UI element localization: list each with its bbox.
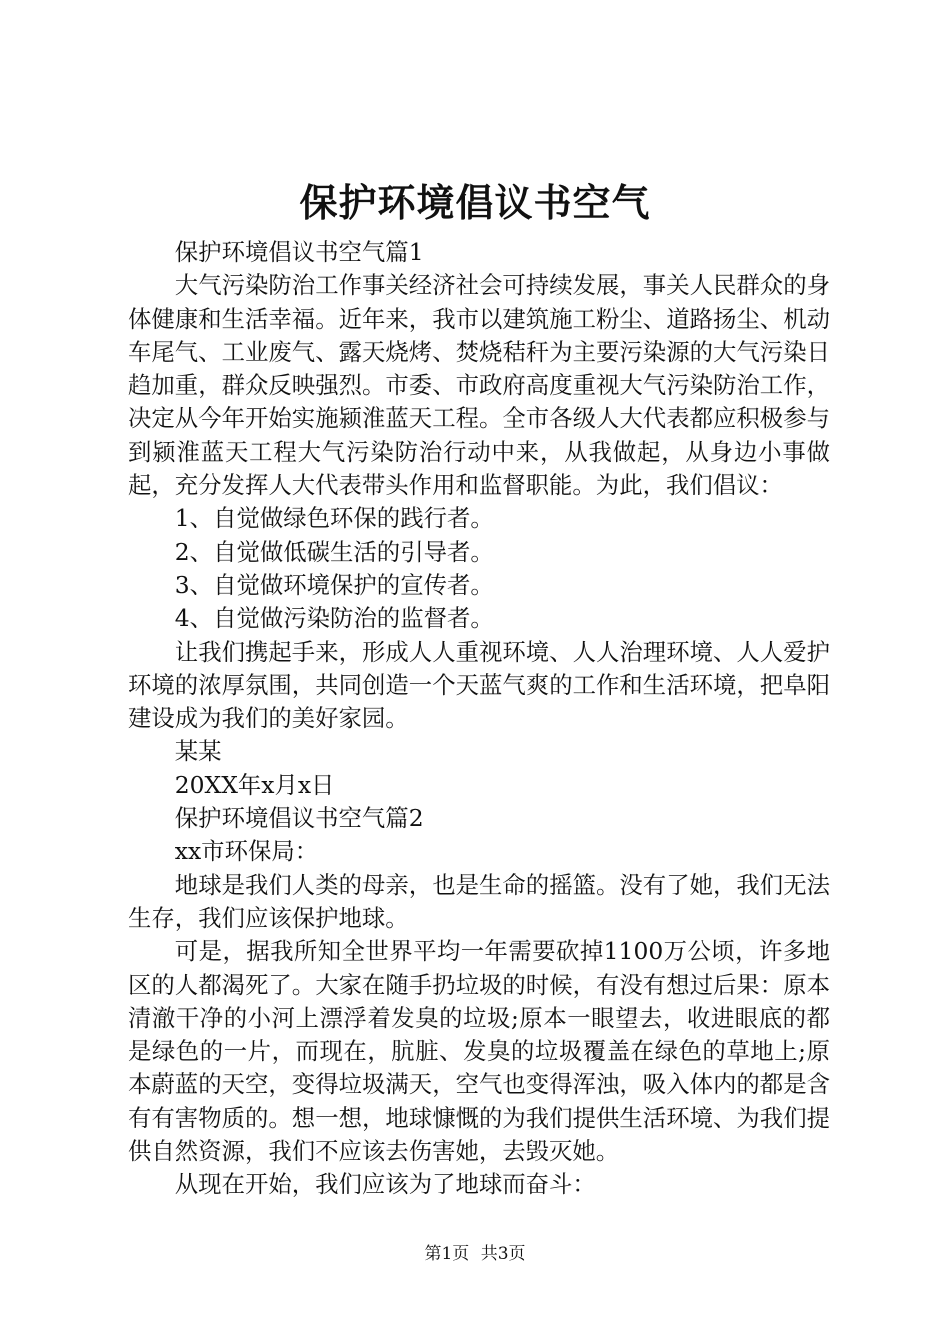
page-title: 保护环境倡议书空气 [299, 180, 651, 225]
paragraph: 可是，据我所知全世界平均一年需要砍掉1100万公顷，许多地区的人都渴死了。大家在随手扔垃圾的时候，有没有想过后果：原本清澈干净的小河上漂浮着发臭的垃圾;原本一眼望去，收进眼底的都是绿色的一片，而现在，肮脏、发臭的垃圾覆盖在绿色的草地上;原本蔚蓝的天空，变得垃圾满天，空气也变得浑浊，吸入体内的都是含有有害物质的。想一想，地球慷慨的为我们提供生活环境、为我们提供自然资源，我们不应该去伤害她，去毁灭她。 [128, 937, 830, 1166]
list-item: 4、自觉做污染防治的监督者。 [174, 604, 494, 633]
salutation: xx市环保局： [174, 837, 319, 866]
list-item: 3、自觉做环境保护的宣传者。 [174, 570, 494, 599]
signature: 某某 [174, 737, 222, 766]
page-footer [0, 1243, 950, 1267]
document-body [128, 236, 830, 1202]
page-total: 共3页 [480, 1244, 526, 1264]
list-item: 1、自觉做绿色环保的践行者。 [174, 504, 494, 533]
paragraph: 大气污染防治工作事关经济社会可持续发展，事关人民群众的身体健康和生活幸福。近年来，我市以建筑施工粉尘、道路扬尘、机动车尾气、工业废气、露天烧烤、焚烧秸秆为主要污染源的大气污染日趋加重，群众反映强烈。市委、市政府高度重视大气污染防治工作，决定从今年开始实施颍淮蓝天工程。全市各级人大代表都应积极参与到颍淮蓝天工程大气污染防治行动中来，从我做起，从身边小事做起，充分发挥人大代表带头作用和监督职能。为此，我们倡议： [128, 271, 830, 500]
date-line: 20XX年x月x日 [174, 770, 335, 799]
page-number: 第1页 [424, 1244, 470, 1264]
paragraph: 从现在开始，我们应该为了地球而奋斗： [174, 1170, 596, 1199]
section-heading: 保护环境倡议书空气篇2 [174, 804, 424, 833]
section-heading: 保护环境倡议书空气篇1 [174, 238, 424, 266]
list-item: 2、自觉做低碳生活的引导者。 [174, 537, 494, 566]
paragraph: 地球是我们人类的母亲，也是生命的摇篮。没有了她，我们无法生存，我们应该保护地球。 [128, 870, 830, 932]
paragraph: 让我们携起手来，形成人人重视环境、人人治理环境、人人爱护环境的浓厚氛围，共同创造一个天蓝气爽的工作和生活环境，把阜阳建设成为我们的美好家园。 [128, 637, 830, 733]
